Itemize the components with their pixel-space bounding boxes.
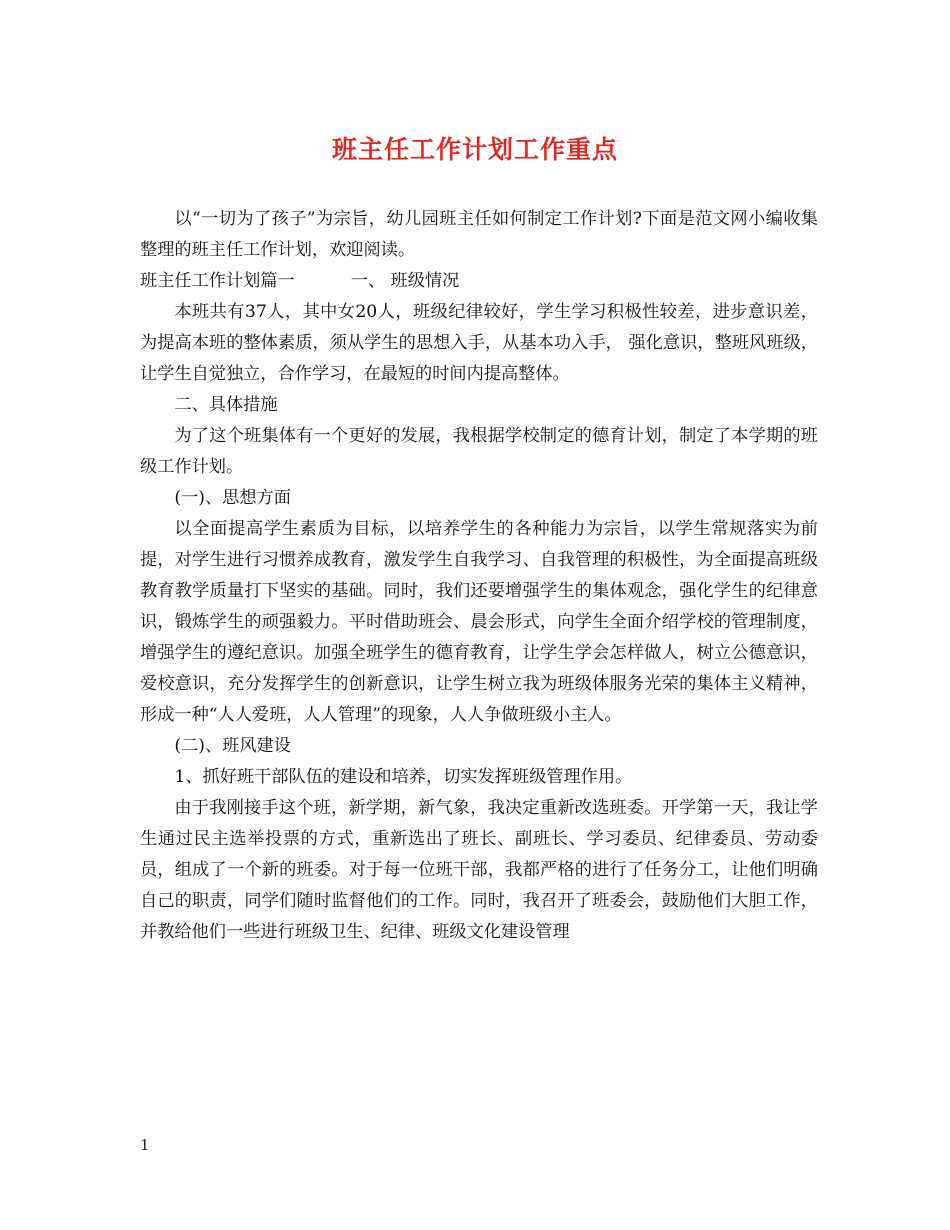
ideology-heading: (一)、思想方面 [174, 488, 291, 508]
section-line [140, 266, 818, 297]
section-label: 班主任工作计划篇一 [140, 271, 295, 291]
plan-paragraph: 为了这个班集体有一个更好的发展，我根据学校制定的德育计划，制定了本学期的班级工作计划。 [140, 426, 818, 477]
document-body [140, 204, 818, 948]
class-style-heading: (二)、班风建设 [174, 736, 291, 756]
class-situation-paragraph: 本班共有37人，其中女20人，班级纪律较好，学生学习积极性较差，进步意识差，为提高本班的整体素质，须从学生的思想入手，从基本功入手， 强化意识，整班风班级，让学生自觉独立，合作学习，在最短的时间内提高整体。 [140, 302, 818, 384]
page-number: 1 [140, 1136, 150, 1154]
intro-paragraph: 以“一切为了孩子”为宗旨，幼儿园班主任如何制定工作计划?下面是范文网小编收集整理的班主任工作计划，欢迎阅读。 [140, 209, 818, 260]
cadre-point: 1、抓好班干部队伍的建设和培养，切实发挥班级管理作用。 [174, 767, 633, 787]
measures-heading: 二、具体措施 [174, 395, 278, 415]
document-title: 班主任工作计划工作重点 [331, 135, 618, 164]
ideology-paragraph: 以全面提高学生素质为目标，以培养学生的各种能力为宗旨，以学生常规落实为前提，对学生进行习惯养成教育，激发学生自我学习、自我管理的积极性，为全面提高班级教育教学质量打下坚实的基础。同时，我们还要增强学生的集体观念，强化学生的纪律意识，锻炼学生的顽强毅力。平时借助班会、晨会形式，向学生全面介绍学校的管理制度，增强学生的遵纪意识。加强全班学生的德育教育，让学生学会怎样做人，树立公德意识，爱校意识，充分发挥学生的创新意识，让学生树立我为班级体服务光荣的集体主义精神，形成一种“人人爱班，人人管理”的现象，人人争做班级小主人。 [140, 519, 818, 725]
section-heading: 一、 班级情况 [350, 271, 460, 291]
cadre-paragraph: 由于我刚接手这个班，新学期，新气象，我决定重新改选班委。开学第一天，我让学生通过民主选举投票的方式，重新选出了班长、副班长、学习委员、纪律委员、劳动委员，组成了一个新的班委。对于每一位班干部，我都严格的进行了任务分工，让他们明确自己的职责，同学们随时监督他们的工作。同时，我召开了班委会，鼓励他们大胆工作，并教给他们一些进行班级卫生、纪律、班级文化建设管理 [140, 798, 818, 942]
